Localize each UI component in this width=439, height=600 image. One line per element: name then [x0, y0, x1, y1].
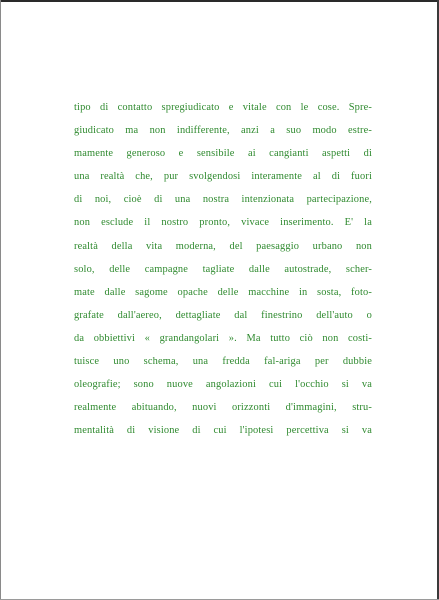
- text-line: mate dalle sagome opache delle macchine in sosta, foto-: [74, 286, 372, 298]
- text-line: mentalità di visione di cui l'ipotesi percettiva si va: [74, 425, 372, 437]
- text-line: tipo di contatto spregiudicato e vitale con le cose. Spre-: [74, 102, 372, 113]
- page-edge-top: [0, 0, 439, 2]
- text-line: giudicato ma non indifferente, anzi a suo modo estre-: [74, 125, 372, 137]
- text-line: oleografie; sono nuove angolazioni cui l'occhio si va: [74, 379, 372, 391]
- text-line: tuisce uno schema, una fredda fal-ariga per dubbie: [74, 356, 372, 368]
- text-line: realtà della vita moderna, del paesaggio urbano non: [74, 240, 372, 252]
- text-line: realmente abituando, nuovi orizzonti d'immagini, stru-: [74, 402, 372, 414]
- text-line: solo, delle campagne tagliate dalle autostrade, scher-: [74, 263, 372, 275]
- text-line: mamente generoso e sensibile ai cangianti aspetti di: [74, 148, 372, 160]
- body-text: [74, 96, 372, 442]
- text-line: non esclude il nostro pronto, vivace inserimento. E' la: [74, 217, 372, 229]
- text-line: grafate dall'aereo, dettagliate dal finestrino dell'auto o: [74, 309, 372, 321]
- text-line: di noi, cioè di una nostra intenzionata partecipazione,: [74, 194, 372, 206]
- text-line: una realtà che, pur svolgendosi interamente al di fuori: [74, 171, 372, 183]
- text-line: da obbiettivi « grandangolari ». Ma tutto ciò non costi-: [74, 332, 372, 344]
- page-edge-left: [0, 0, 1, 600]
